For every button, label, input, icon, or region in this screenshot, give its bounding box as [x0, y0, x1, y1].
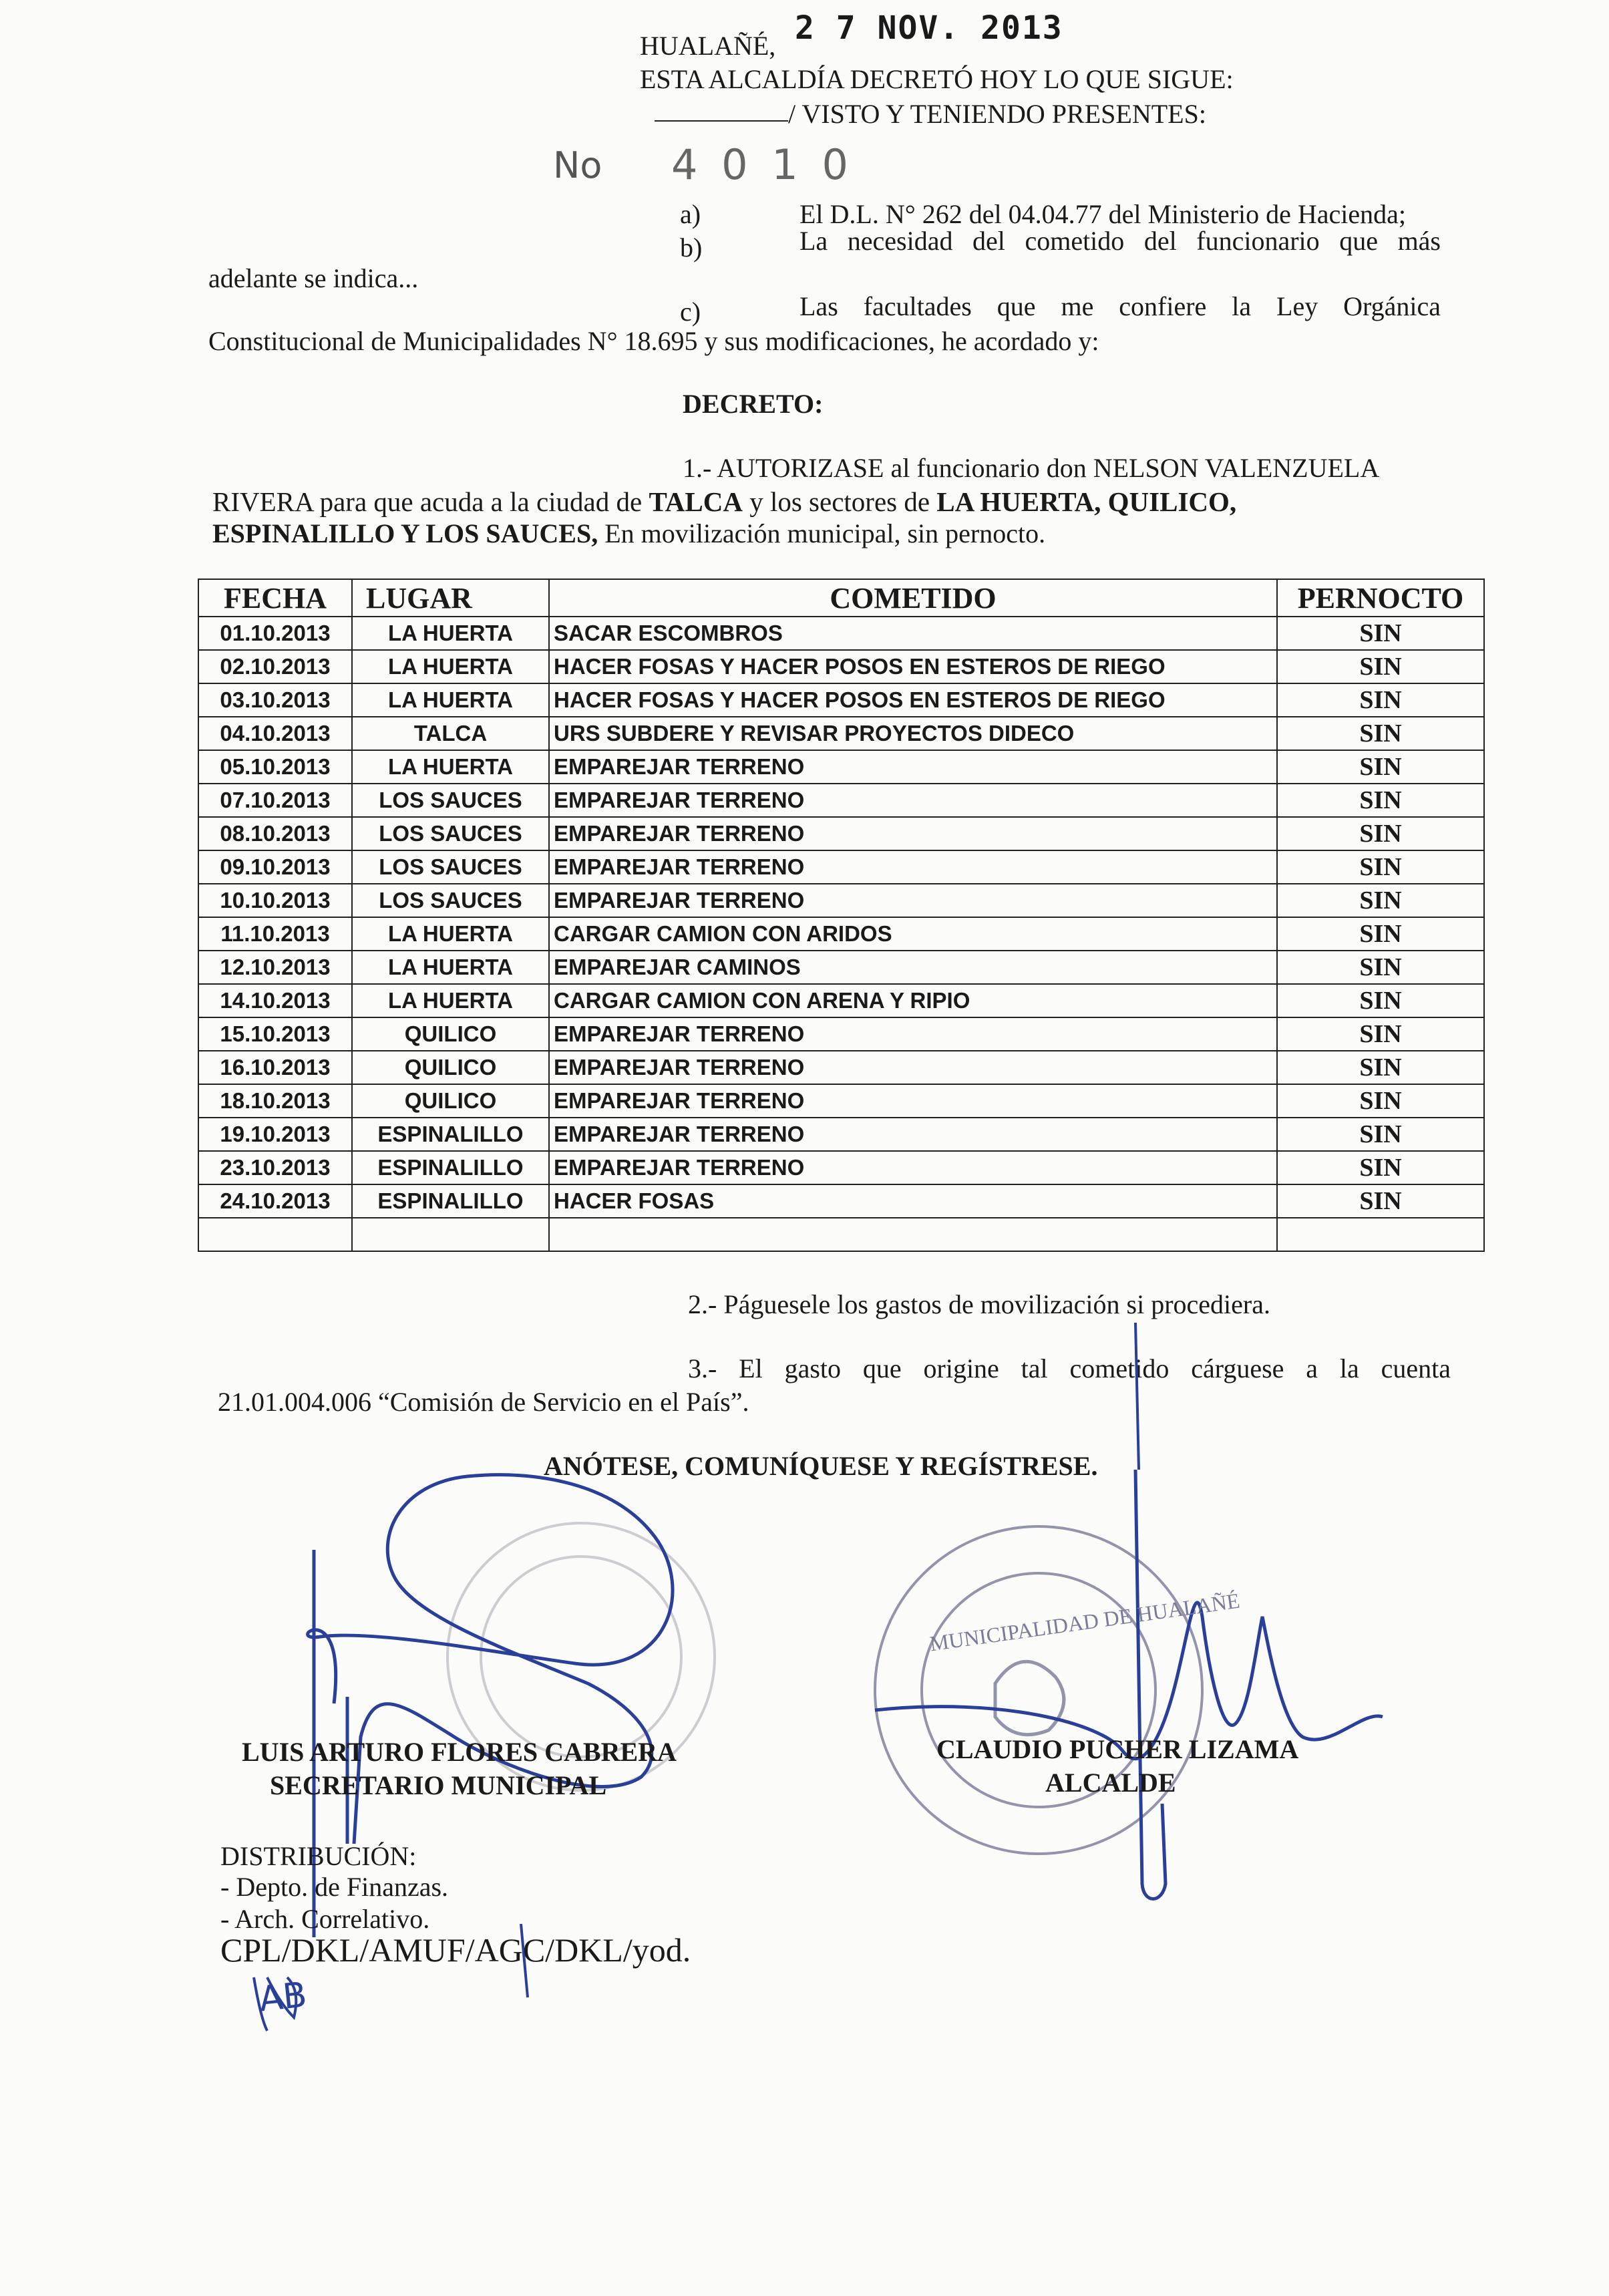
right-seal — [875, 1526, 1202, 1854]
cell-lugar: LOS SAUCES — [352, 850, 549, 884]
cell-pernocto: SIN — [1277, 1017, 1484, 1051]
cell-pernocto: SIN — [1277, 1051, 1484, 1084]
cell-fecha: 02.10.2013 — [198, 650, 352, 683]
cell-pernocto: SIN — [1277, 951, 1484, 984]
cell-pernocto: SIN — [1277, 984, 1484, 1017]
cell-cometido: EMPAREJAR TERRENO — [549, 1017, 1277, 1051]
cell-cometido: URS SUBDERE Y REVISAR PROYECTOS DIDECO — [549, 717, 1277, 750]
left-signer-title: SECRETARIO MUNICIPAL — [270, 1770, 607, 1800]
cell-fecha: 19.10.2013 — [198, 1118, 352, 1151]
table-row — [198, 750, 1484, 784]
p1-sectors: LA HUERTA, QUILICO, — [936, 486, 1237, 517]
p1-sectors-2: ESPINALILLO Y LOS SAUCES, — [212, 518, 598, 548]
cell-pernocto: SIN — [1277, 784, 1484, 817]
cell-cometido: EMPAREJAR TERRENO — [549, 1151, 1277, 1184]
cell-pernocto: SIN — [1277, 917, 1484, 951]
cell-lugar: ESPINALILLO — [352, 1184, 549, 1218]
consideration-a-label: a) — [680, 199, 701, 229]
cell-lugar: ESPINALILLO — [352, 1151, 549, 1184]
distribution-initials: CPL/DKL/AMUF/AGC/DKL/yod. — [220, 1931, 691, 1969]
cell-cometido: EMPAREJAR TERRENO — [549, 1051, 1277, 1084]
cell-pernocto: SIN — [1277, 617, 1484, 650]
table-row — [198, 917, 1484, 951]
cell-fecha: 07.10.2013 — [198, 784, 352, 817]
cell-cometido: CARGAR CAMION CON ARENA Y RIPIO — [549, 984, 1277, 1017]
cell-fecha: 08.10.2013 — [198, 817, 352, 850]
decree-p3-line1: 3.- El gasto que origine tal cometido cárguese a la cuenta — [688, 1353, 1451, 1383]
cell-fecha: 14.10.2013 — [198, 984, 352, 1017]
seal-text: MUNICIPALIDAD DE HUALAÑÉ — [928, 1588, 1242, 1656]
cell-lugar: LA HUERTA — [352, 750, 549, 784]
cell-fecha — [198, 1218, 352, 1251]
cell-cometido — [549, 1218, 1277, 1251]
cell-pernocto: SIN — [1277, 1151, 1484, 1184]
consideration-c-text: Las facultades que me confiere la Ley Orgánica — [799, 291, 1441, 321]
cell-lugar: QUILICO — [352, 1017, 549, 1051]
distribution-item: - Arch. Correlativo. — [220, 1904, 430, 1934]
blank-line — [655, 120, 788, 122]
p1-text-c: y los sectores de — [742, 486, 937, 517]
decree-p3-line2: 21.01.004.006 “Comisión de Servicio en el País”. — [218, 1387, 749, 1417]
cell-lugar: LOS SAUCES — [352, 784, 549, 817]
cell-cometido: CARGAR CAMION CON ARIDOS — [549, 917, 1277, 951]
table-row — [198, 650, 1484, 683]
table-row — [198, 1051, 1484, 1084]
closing-formula: ANÓTESE, COMUNÍQUESE Y REGÍSTRESE. — [544, 1451, 1098, 1481]
cell-fecha: 05.10.2013 — [198, 750, 352, 784]
cell-cometido: EMPAREJAR TERRENO — [549, 784, 1277, 817]
cell-cometido: EMPAREJAR TERRENO — [549, 817, 1277, 850]
table-row — [198, 784, 1484, 817]
cell-pernocto: SIN — [1277, 1084, 1484, 1118]
decree-number: 4 0 1 0 — [671, 140, 854, 189]
cell-fecha: 01.10.2013 — [198, 617, 352, 650]
cell-lugar: QUILICO — [352, 1084, 549, 1118]
consideration-b-cont: adelante se indica... — [208, 263, 419, 293]
cell-fecha: 15.10.2013 — [198, 1017, 352, 1051]
cell-pernocto: SIN — [1277, 884, 1484, 917]
cell-cometido: HACER FOSAS Y HACER POSOS EN ESTEROS DE RIEGO — [549, 683, 1277, 717]
cell-lugar: ESPINALILLO — [352, 1118, 549, 1151]
consideration-c-cont: Constitucional de Municipalidades N° 18.695 y sus modificaciones, he acordado y: — [208, 326, 1099, 356]
p1-text-a: RIVERA para que acuda a la ciudad de — [212, 486, 649, 517]
cell-fecha: 16.10.2013 — [198, 1051, 352, 1084]
cell-lugar: LA HUERTA — [352, 917, 549, 951]
table-row — [198, 984, 1484, 1017]
cell-lugar: LA HUERTA — [352, 617, 549, 650]
cell-fecha: 23.10.2013 — [198, 1151, 352, 1184]
distribution-heading: DISTRIBUCIÓN: — [220, 1841, 417, 1871]
cell-lugar: LOS SAUCES — [352, 884, 549, 917]
cell-fecha: 24.10.2013 — [198, 1184, 352, 1218]
decree-p1-line3 — [212, 517, 1045, 550]
cell-lugar: LA HUERTA — [352, 650, 549, 683]
consideration-c-label: c) — [680, 297, 701, 327]
cell-cometido: EMPAREJAR CAMINOS — [549, 951, 1277, 984]
cell-pernocto: SIN — [1277, 1184, 1484, 1218]
decree-p1-line2 — [212, 485, 1236, 519]
distribution-item: - Depto. de Finanzas. — [220, 1872, 449, 1902]
header-fecha: FECHA — [198, 579, 352, 617]
cell-lugar: LA HUERTA — [352, 683, 549, 717]
cell-cometido: EMPAREJAR TERRENO — [549, 1084, 1277, 1118]
decree-number-prefix: No — [553, 144, 602, 186]
cell-lugar — [352, 1218, 549, 1251]
p1-city: TALCA — [649, 486, 743, 517]
table-row — [198, 1017, 1484, 1051]
cell-lugar: LA HUERTA — [352, 951, 549, 984]
cell-cometido: EMPAREJAR TERRENO — [549, 750, 1277, 784]
header-lugar: LUGAR — [352, 579, 549, 617]
cell-pernocto: SIN — [1277, 850, 1484, 884]
cell-cometido: EMPAREJAR TERRENO — [549, 884, 1277, 917]
cell-pernocto: SIN — [1277, 1118, 1484, 1151]
cell-cometido: HACER FOSAS Y HACER POSOS EN ESTEROS DE RIEGO — [549, 650, 1277, 683]
table-row — [198, 1118, 1484, 1151]
table-row — [198, 817, 1484, 850]
right-signature — [875, 1470, 1383, 1899]
cell-pernocto — [1277, 1218, 1484, 1251]
date-stamp: 2 7 NOV. 2013 — [795, 9, 1063, 47]
cell-fecha: 12.10.2013 — [198, 951, 352, 984]
header-line-1: ESTA ALCALDÍA DECRETÓ HOY LO QUE SIGUE: — [640, 64, 1234, 94]
table-row — [198, 1084, 1484, 1118]
cell-fecha: 09.10.2013 — [198, 850, 352, 884]
cell-pernocto: SIN — [1277, 817, 1484, 850]
table-header-row — [198, 579, 1484, 617]
table-row — [198, 1151, 1484, 1184]
cell-cometido: HACER FOSAS — [549, 1184, 1277, 1218]
cell-lugar: LA HUERTA — [352, 984, 549, 1017]
consideration-b-label: b) — [680, 232, 703, 263]
p1-text-end: En movilización municipal, sin pernocto. — [598, 518, 1046, 548]
annotation-line — [1135, 1323, 1139, 1470]
header-pernocto: PERNOCTO — [1277, 579, 1484, 617]
cell-pernocto: SIN — [1277, 750, 1484, 784]
cell-fecha: 03.10.2013 — [198, 683, 352, 717]
table-row — [198, 884, 1484, 917]
right-signer-name: CLAUDIO PUCHER LIZAMA — [936, 1734, 1299, 1764]
cell-cometido: SACAR ESCOMBROS — [549, 617, 1277, 650]
cell-pernocto: SIN — [1277, 683, 1484, 717]
cell-lugar: QUILICO — [352, 1051, 549, 1084]
table-row — [198, 951, 1484, 984]
decree-p1-line1: 1.- AUTORIZASE al funcionario don NELSON VALENZUELA — [683, 453, 1380, 483]
table-row — [198, 1218, 1484, 1251]
cell-fecha: 18.10.2013 — [198, 1084, 352, 1118]
decree-heading: DECRETO: — [683, 389, 824, 419]
cell-fecha: 04.10.2013 — [198, 717, 352, 750]
right-signer-title: ALCALDE — [1045, 1768, 1176, 1798]
table-row — [198, 1184, 1484, 1218]
decree-p2: 2.- Páguesele los gastos de movilización si procediera. — [688, 1289, 1270, 1319]
cell-cometido: EMPAREJAR TERRENO — [549, 1118, 1277, 1151]
cell-pernocto: SIN — [1277, 717, 1484, 750]
cell-cometido: EMPAREJAR TERRENO — [549, 850, 1277, 884]
header-line-2: / VISTO Y TENIENDO PRESENTES: — [788, 99, 1206, 129]
header-cometido: COMETIDO — [549, 579, 1277, 617]
header-place: HUALAÑÉ, — [640, 31, 776, 61]
table-row — [198, 850, 1484, 884]
table-row — [198, 683, 1484, 717]
handwritten-initials: AB — [257, 1975, 309, 2020]
table-row — [198, 617, 1484, 650]
consideration-a-text: El D.L. N° 262 del 04.04.77 del Ministerio de Hacienda; — [799, 199, 1407, 229]
cell-fecha: 11.10.2013 — [198, 917, 352, 951]
consideration-b-text: La necesidad del cometido del funcionario que más — [799, 226, 1441, 256]
left-signer-name: LUIS ARTURO FLORES CABRERA — [242, 1737, 677, 1767]
cometido-table — [198, 579, 1485, 1252]
cell-fecha: 10.10.2013 — [198, 884, 352, 917]
cell-lugar: LOS SAUCES — [352, 817, 549, 850]
cell-lugar: TALCA — [352, 717, 549, 750]
cell-pernocto: SIN — [1277, 650, 1484, 683]
table-row — [198, 717, 1484, 750]
